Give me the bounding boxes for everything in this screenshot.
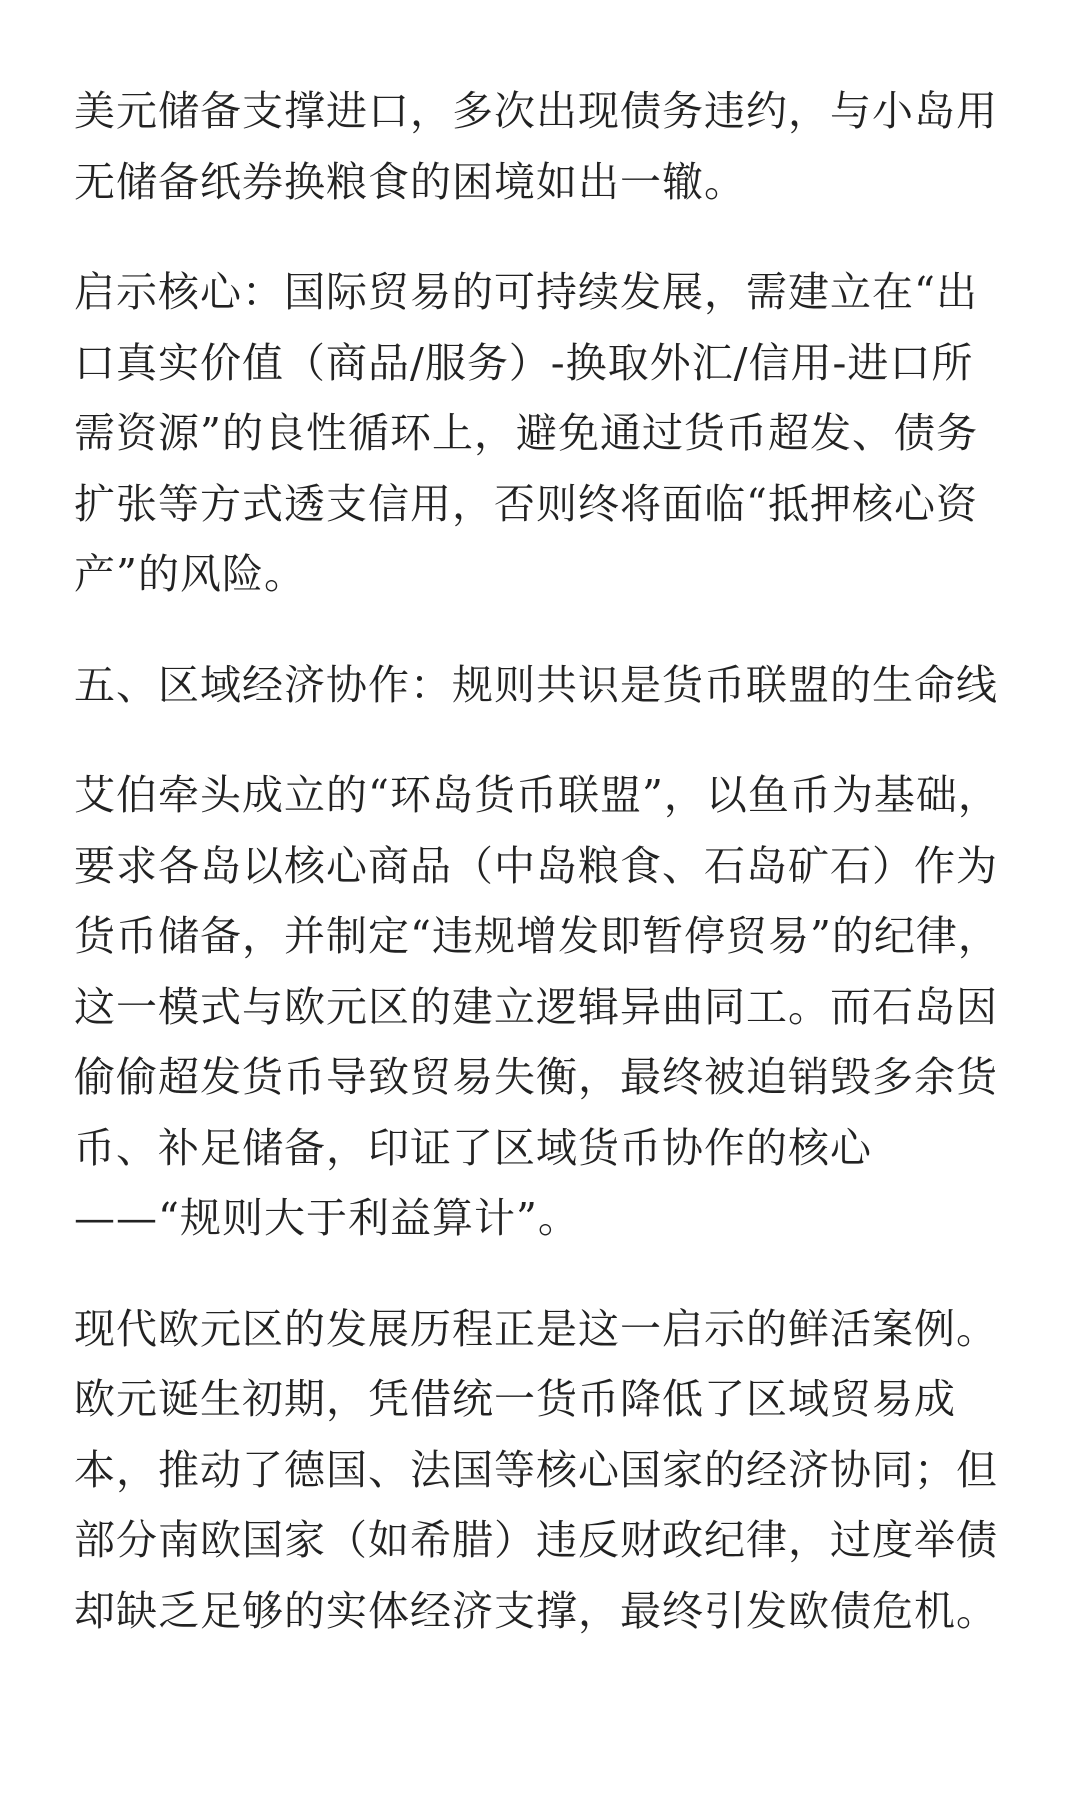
- article-body: [74, 76, 1014, 1686]
- paragraph-currency-union: 艾伯牵头成立的“环岛货币联盟”，以鱼币为基础，要求各岛以核心商品（中岛粮食、石岛矿石）作为货币储备，并制定“违规增发即暂停贸易”的纪律，这一模式与欧元区的建立逻辑异曲同工。而石岛因偷偷超发货币导致贸易失衡，最终被迫销毁多余货币、补足储备，印证了区域货币协作的核心——“规则大于利益算计”。: [74, 771, 1000, 1242]
- paragraph-argentina-comparison: 美元储备支撑进口，多次出现债务违约，与小岛用无储备纸券换粮食的困境如出一辙。: [74, 87, 998, 206]
- paragraph-trade-insight: 启示核心：国际贸易的可持续发展，需建立在“出口真实价值（商品/服务）-换取外汇/信用-进口所需资源”的良性循环上，避免通过货币超发、债务扩张等方式透支信用，否则终将面临“抵押核心资产”的风险。: [74, 268, 978, 598]
- paragraph-eurozone-case: 现代欧元区的发展历程正是这一启示的鲜活案例。欧元诞生初期，凭借统一货币降低了区域贸易成本，推动了德国、法国等核心国家的经济协同；但部分南欧国家（如希腊）违反财政纪律，过度举债却缺乏足够的实体经济支撑，最终引发欧债危机。: [74, 1304, 998, 1635]
- section-heading-regional-cooperation: 五、区域经济协作：规则共识是货币联盟的生命线: [74, 660, 998, 709]
